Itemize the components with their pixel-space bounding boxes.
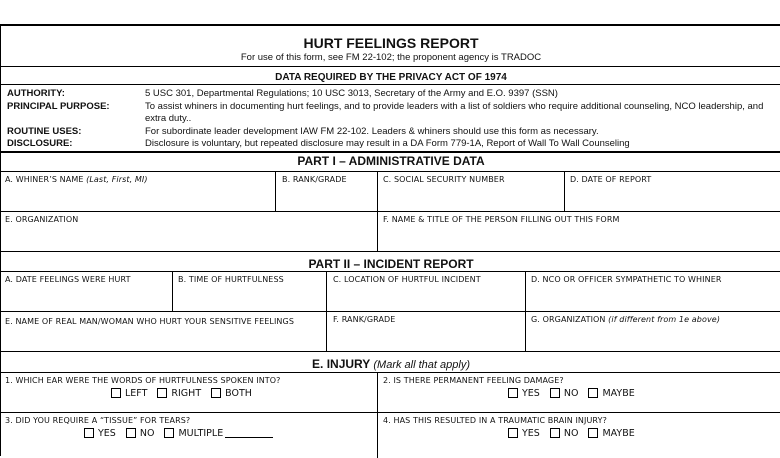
principal-purpose-label: PRINCIPAL PURPOSE: (7, 101, 110, 112)
q1-both-checkbox[interactable] (211, 388, 221, 398)
offender-name-field[interactable]: E. NAME OF REAL MAN/WOMAN WHO HURT YOUR SENSITIVE FEELINGS (5, 317, 294, 326)
q3-options (84, 428, 273, 439)
divider (1, 84, 780, 85)
offender-org-label: G. ORGANIZATION (531, 315, 606, 324)
disclosure-text: Disclosure is voluntary, but repeated disclosure may result in a DA Form 779-1A, Report of Wall To Wall Counseling (145, 138, 630, 149)
routine-uses-text: For subordinate leader development IAW FM 22-102. Leaders & whiners should use this form as necessary. (145, 126, 599, 137)
q3-yes-label: YES (98, 428, 116, 439)
divider (1, 171, 780, 172)
q2-damage-question: 2. IS THERE PERMANENT FEELING DAMAGE? (383, 376, 564, 385)
divider (1, 311, 780, 312)
offender-org-hint: (if different from 1e above) (608, 315, 721, 324)
q4-no-checkbox[interactable] (550, 428, 560, 438)
divider (1, 251, 780, 252)
divider (1, 351, 780, 352)
date-hurt-field[interactable]: A. DATE FEELINGS WERE HURT (5, 275, 131, 284)
authority-label: AUTHORITY: (7, 88, 65, 99)
part1-heading: PART I – ADMINISTRATIVE DATA (297, 154, 485, 168)
q4-maybe-label: MAYBE (602, 428, 635, 439)
divider (1, 372, 780, 373)
q3-multiple-blank[interactable] (225, 429, 273, 438)
q2-yes-checkbox[interactable] (508, 388, 518, 398)
q4-yes-label: YES (522, 428, 540, 439)
injury-heading-hint: (Mark all that apply) (373, 359, 470, 371)
q2-options (508, 388, 645, 399)
form-title: HURT FEELINGS REPORT (303, 35, 479, 51)
q4-maybe-checkbox[interactable] (588, 428, 598, 438)
divider (1, 151, 780, 153)
divider (172, 271, 173, 311)
q4-yes-checkbox[interactable] (508, 428, 518, 438)
whiner-name-field[interactable] (5, 175, 275, 184)
divider (1, 66, 780, 67)
offender-rank-field[interactable]: F. RANK/GRADE (333, 315, 396, 324)
q3-multiple-label: MULTIPLE (178, 428, 224, 439)
part2-heading: PART II – INCIDENT REPORT (308, 257, 474, 271)
organization-field[interactable]: E. ORGANIZATION (5, 215, 79, 224)
q2-yes-label: YES (522, 388, 540, 399)
q2-no-checkbox[interactable] (550, 388, 560, 398)
q1-left-checkbox[interactable] (111, 388, 121, 398)
q2-maybe-label: MAYBE (602, 388, 635, 399)
q4-brain-injury-question: 4. HAS THIS RESULTED IN A TRAUMATIC BRAIN INJURY? (383, 416, 607, 425)
divider (1, 211, 780, 212)
q3-no-label: NO (139, 428, 155, 439)
q3-yes-checkbox[interactable] (84, 428, 94, 438)
routine-uses-label: ROUTINE USES: (7, 126, 82, 137)
q4-options (508, 428, 645, 439)
whiner-name-label: A. WHINER’S NAME (5, 175, 84, 184)
hurt-feelings-report-form (0, 24, 780, 456)
filler-name-title-field[interactable]: F. NAME & TITLE OF THE PERSON FILLING OUT THIS FORM (383, 215, 620, 224)
divider (1, 412, 780, 413)
principal-purpose-text: To assist whiners in documenting hurt feelings, and to provide leaders with a list of soldiers who require additional counseling, NCO leadership, and extra duty.. (145, 101, 764, 124)
q4-no-label: NO (563, 428, 579, 439)
injury-heading-label: E. INJURY (312, 357, 371, 371)
q1-right-label: RIGHT (171, 388, 202, 399)
q3-no-checkbox[interactable] (126, 428, 136, 438)
authority-text: 5 USC 301, Departmental Regulations; 10 USC 3013, Secretary of the Army and E.O. 9397 (SSN) (145, 88, 558, 99)
rank-grade-field[interactable]: B. RANK/GRADE (282, 175, 347, 184)
q3-multiple-checkbox[interactable] (164, 428, 174, 438)
injury-heading (1, 357, 780, 371)
location-field[interactable]: C. LOCATION OF HURTFUL INCIDENT (333, 275, 481, 284)
q2-no-label: NO (563, 388, 579, 399)
divider (564, 171, 565, 211)
time-hurt-field[interactable]: B. TIME OF HURTFULNESS (178, 275, 284, 284)
q1-ear-question: 1. WHICH EAR WERE THE WORDS OF HURTFULNESS SPOKEN INTO? (5, 376, 281, 385)
date-of-report-field[interactable]: D. DATE OF REPORT (570, 175, 652, 184)
q1-both-label: BOTH (225, 388, 252, 399)
divider (275, 171, 276, 211)
q1-right-checkbox[interactable] (157, 388, 167, 398)
q1-options (111, 388, 262, 399)
divider (1, 271, 780, 272)
divider (377, 372, 378, 458)
form-subtitle: For use of this form, see FM 22-102; the proponent agency is TRADOC (240, 52, 542, 63)
privacy-heading: DATA REQUIRED BY THE PRIVACY ACT OF 1974 (275, 72, 507, 83)
q2-maybe-checkbox[interactable] (588, 388, 598, 398)
sympathetic-nco-field[interactable]: D. NCO OR OFFICER SYMPATHETIC TO WHINER (531, 275, 722, 284)
q3-tissue-question: 3. DID YOU REQUIRE A “TISSUE” FOR TEARS? (5, 416, 191, 425)
disclosure-label: DISCLOSURE: (7, 138, 73, 149)
offender-org-field[interactable] (531, 315, 779, 324)
q1-left-label: LEFT (125, 388, 148, 399)
ssn-field[interactable]: C. SOCIAL SECURITY NUMBER (383, 175, 505, 184)
whiner-name-hint: (Last, First, MI) (86, 175, 148, 184)
